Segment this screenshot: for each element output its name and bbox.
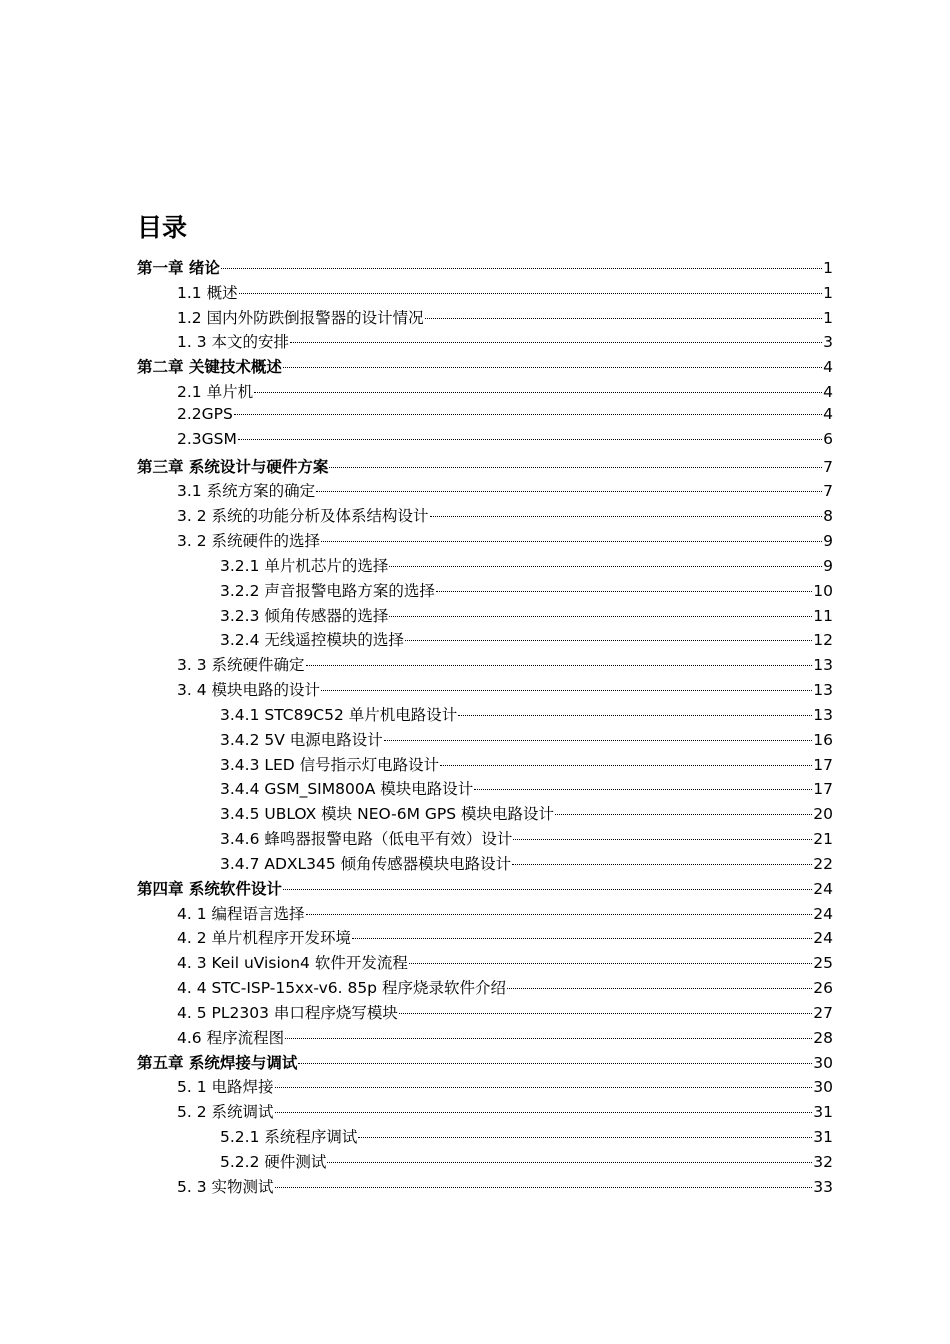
toc-page-number: 24 [813,929,833,948]
toc-entry-text: 2.2GPS [177,404,233,423]
toc-page-number: 33 [813,1177,833,1196]
toc-entry-text: 3.2.4 无线遥控模块的选择 [220,631,404,650]
toc-page-number: 25 [813,954,833,973]
toc-dot-leader [290,342,822,343]
toc-entry[interactable] [137,430,833,455]
toc-page-number: 28 [813,1028,833,1047]
toc-page-number: 10 [813,581,833,600]
toc-entry[interactable] [137,1175,833,1200]
toc-entry[interactable] [137,728,833,753]
toc-entry-text: 3. 2 系统的功能分析及体系结构设计 [177,507,429,526]
toc-page-number: 4 [823,404,833,423]
toc-dot-leader [306,914,813,915]
toc-dot-leader [321,541,822,542]
toc-dot-leader [555,814,812,815]
toc-page-number: 24 [813,904,833,923]
toc-entry[interactable] [137,703,833,728]
toc-dot-leader [283,889,812,890]
toc-entry-text: 4. 3 Keil uVision4 软件开发流程 [177,954,408,973]
toc-entry-text: 1.2 国内外防跌倒报警器的设计情况 [177,308,424,327]
toc-entry[interactable] [137,529,833,554]
toc-page-number: 13 [813,705,833,724]
toc-entry-text: 1.1 概述 [177,283,238,302]
toc-entry-text: 第二章 关键技术概述 [137,358,282,377]
toc-dot-leader [275,1187,813,1188]
toc-entry[interactable] [137,1001,833,1026]
toc-entry[interactable] [137,753,833,778]
toc-entry-text: 4.6 程序流程图 [177,1028,285,1047]
toc-entry[interactable] [137,1026,833,1051]
toc-dot-leader [306,665,813,666]
toc-entry[interactable] [137,604,833,629]
toc-entry[interactable] [137,1150,833,1175]
toc-dot-leader [283,367,822,368]
toc-entry[interactable] [137,827,833,852]
toc-page-number: 16 [813,730,833,749]
toc-entry[interactable] [137,628,833,653]
toc-page-number: 30 [813,1078,833,1097]
toc-dot-leader [275,1087,813,1088]
toc-page-number: 7 [823,457,833,476]
toc-dot-leader [275,1112,813,1113]
toc-entry-text: 3.4.7 ADXL345 倾角传感器模块电路设计 [220,854,512,873]
toc-dot-leader [221,268,822,269]
toc-dot-leader [285,1038,812,1039]
table-of-contents [137,256,833,1199]
toc-entry-text: 5. 3 实物测试 [177,1177,274,1196]
toc-entry-text: 第一章 绪论 [137,259,220,277]
toc-entry[interactable] [137,1051,833,1076]
toc-dot-leader [436,591,812,592]
toc-page-number: 17 [813,780,833,799]
toc-dot-leader [316,491,822,492]
toc-entry-text: 3.4.3 LED 信号指示灯电路设计 [220,755,440,774]
toc-dot-leader [321,690,812,691]
toc-entry-text: 3.4.2 5V 电源电路设计 [220,730,383,749]
toc-entry-text: 4. 4 STC-ISP-15xx-v6. 85p 程序烧录软件介绍 [177,979,506,998]
toc-entry[interactable] [137,1100,833,1125]
toc-page-number: 32 [813,1152,833,1171]
toc-entry-text: 2.1 单片机 [177,383,254,402]
toc-entry[interactable] [137,479,833,504]
toc-dot-leader [507,988,812,989]
toc-dot-leader [458,715,812,716]
toc-dot-leader [399,1013,812,1014]
toc-entry-text: 3.4.6 蜂鸣器报警电路（低电平有效）设计 [220,830,513,849]
toc-entry-text: 3.4.4 GSM_SIM800A 模块电路设计 [220,780,474,799]
toc-dot-leader [430,516,823,517]
toc-entry-text: 第四章 系统软件设计 [137,879,282,898]
toc-entry[interactable] [137,1075,833,1100]
toc-dot-leader [389,616,812,617]
toc-entry-text: 3. 3 系统硬件确定 [177,656,305,675]
toc-entry[interactable] [137,926,833,951]
toc-entry[interactable] [137,877,833,902]
toc-dot-leader [238,439,822,440]
toc-dot-leader [513,839,812,840]
toc-entry[interactable] [137,902,833,927]
toc-entry[interactable] [137,405,833,430]
toc-page-number: 11 [813,606,833,625]
toc-dot-leader [512,864,812,865]
toc-page-number: 27 [813,1003,833,1022]
toc-page-number: 26 [813,979,833,998]
toc-entry[interactable] [137,579,833,604]
toc-entry[interactable] [137,678,833,703]
toc-entry[interactable] [137,256,833,281]
toc-page-number: 1 [823,259,833,277]
toc-entry[interactable] [137,976,833,1001]
toc-page-number: 12 [813,631,833,650]
toc-dot-leader [239,293,823,294]
toc-page-number: 4 [823,358,833,377]
toc-entry-text: 3.4.5 UBLOX 模块 NEO-6M GPS 模块电路设计 [220,805,555,824]
toc-entry-text: 2.3GSM [177,429,237,448]
toc-dot-leader [254,392,822,393]
toc-entry-text: 第五章 系统焊接与调试 [137,1053,298,1072]
toc-entry[interactable] [137,951,833,976]
toc-page-number: 13 [813,656,833,675]
toc-page-number: 17 [813,755,833,774]
toc-entry[interactable] [137,330,833,355]
toc-entry[interactable] [137,380,833,405]
toc-entry[interactable] [137,777,833,802]
toc-entry-text: 3. 4 模块电路的设计 [177,681,321,700]
toc-dot-leader [389,566,822,567]
toc-entry[interactable] [137,355,833,380]
toc-entry-text: 3.2.3 倾角传感器的选择 [220,606,389,625]
toc-dot-leader [405,640,812,641]
toc-page-number: 20 [813,805,833,824]
toc-title: 目录 [137,213,188,242]
toc-entry[interactable] [137,802,833,827]
toc-entry-text: 3.2.1 单片机芯片的选择 [220,556,389,575]
toc-entry-text: 5.2.1 系统程序调试 [220,1127,358,1146]
toc-entry-text: 4. 5 PL2303 串口程序烧写模块 [177,1003,398,1022]
toc-entry-text: 3. 2 系统硬件的选择 [177,532,321,551]
toc-entry[interactable] [137,1125,833,1150]
toc-page-number: 1 [823,308,833,327]
toc-dot-leader [327,1162,812,1163]
toc-entry-text: 3.4.1 STC89C52 单片机电路设计 [220,705,458,724]
toc-dot-leader [409,963,812,964]
toc-dot-leader [384,740,813,741]
toc-page-number: 9 [823,556,833,575]
toc-entry[interactable] [137,281,833,306]
toc-page-number: 24 [813,879,833,898]
toc-page-number: 21 [813,830,833,849]
toc-page-number: 30 [813,1053,833,1072]
toc-dot-leader [234,414,822,415]
toc-dot-leader [358,1137,812,1138]
toc-page-number: 7 [823,482,833,501]
toc-entry[interactable] [137,653,833,678]
toc-page-number: 4 [823,383,833,402]
toc-dot-leader [352,938,812,939]
toc-entry-text: 5. 1 电路焊接 [177,1078,274,1097]
toc-entry[interactable] [137,306,833,331]
toc-entry[interactable] [137,504,833,529]
toc-entry[interactable] [137,554,833,579]
toc-entry-text: 1. 3 本文的安排 [177,333,290,352]
toc-page-number: 9 [823,532,833,551]
toc-page-number: 31 [813,1127,833,1146]
toc-dot-leader [474,789,812,790]
toc-page-number: 8 [823,507,833,526]
toc-page-number: 3 [823,333,833,352]
toc-page-number: 1 [823,283,833,302]
toc-dot-leader [440,765,812,766]
toc-page-number: 13 [813,681,833,700]
toc-entry-text: 3.2.2 声音报警电路方案的选择 [220,581,435,600]
toc-entry-text: 5.2.2 硬件测试 [220,1152,327,1171]
toc-dot-leader [425,318,823,319]
toc-dot-leader [298,1063,812,1064]
toc-dot-leader [329,467,822,468]
toc-entry-text: 4. 2 单片机程序开发环境 [177,929,352,948]
toc-entry-text: 4. 1 编程语言选择 [177,904,305,923]
toc-entry[interactable] [137,455,833,480]
toc-page-number: 22 [813,854,833,873]
toc-entry-text: 3.1 系统方案的确定 [177,482,316,501]
toc-entry[interactable] [137,852,833,877]
toc-page-number: 6 [823,429,833,448]
toc-entry-text: 第三章 系统设计与硬件方案 [137,457,329,476]
toc-entry-text: 5. 2 系统调试 [177,1103,274,1122]
toc-page-number: 31 [813,1103,833,1122]
